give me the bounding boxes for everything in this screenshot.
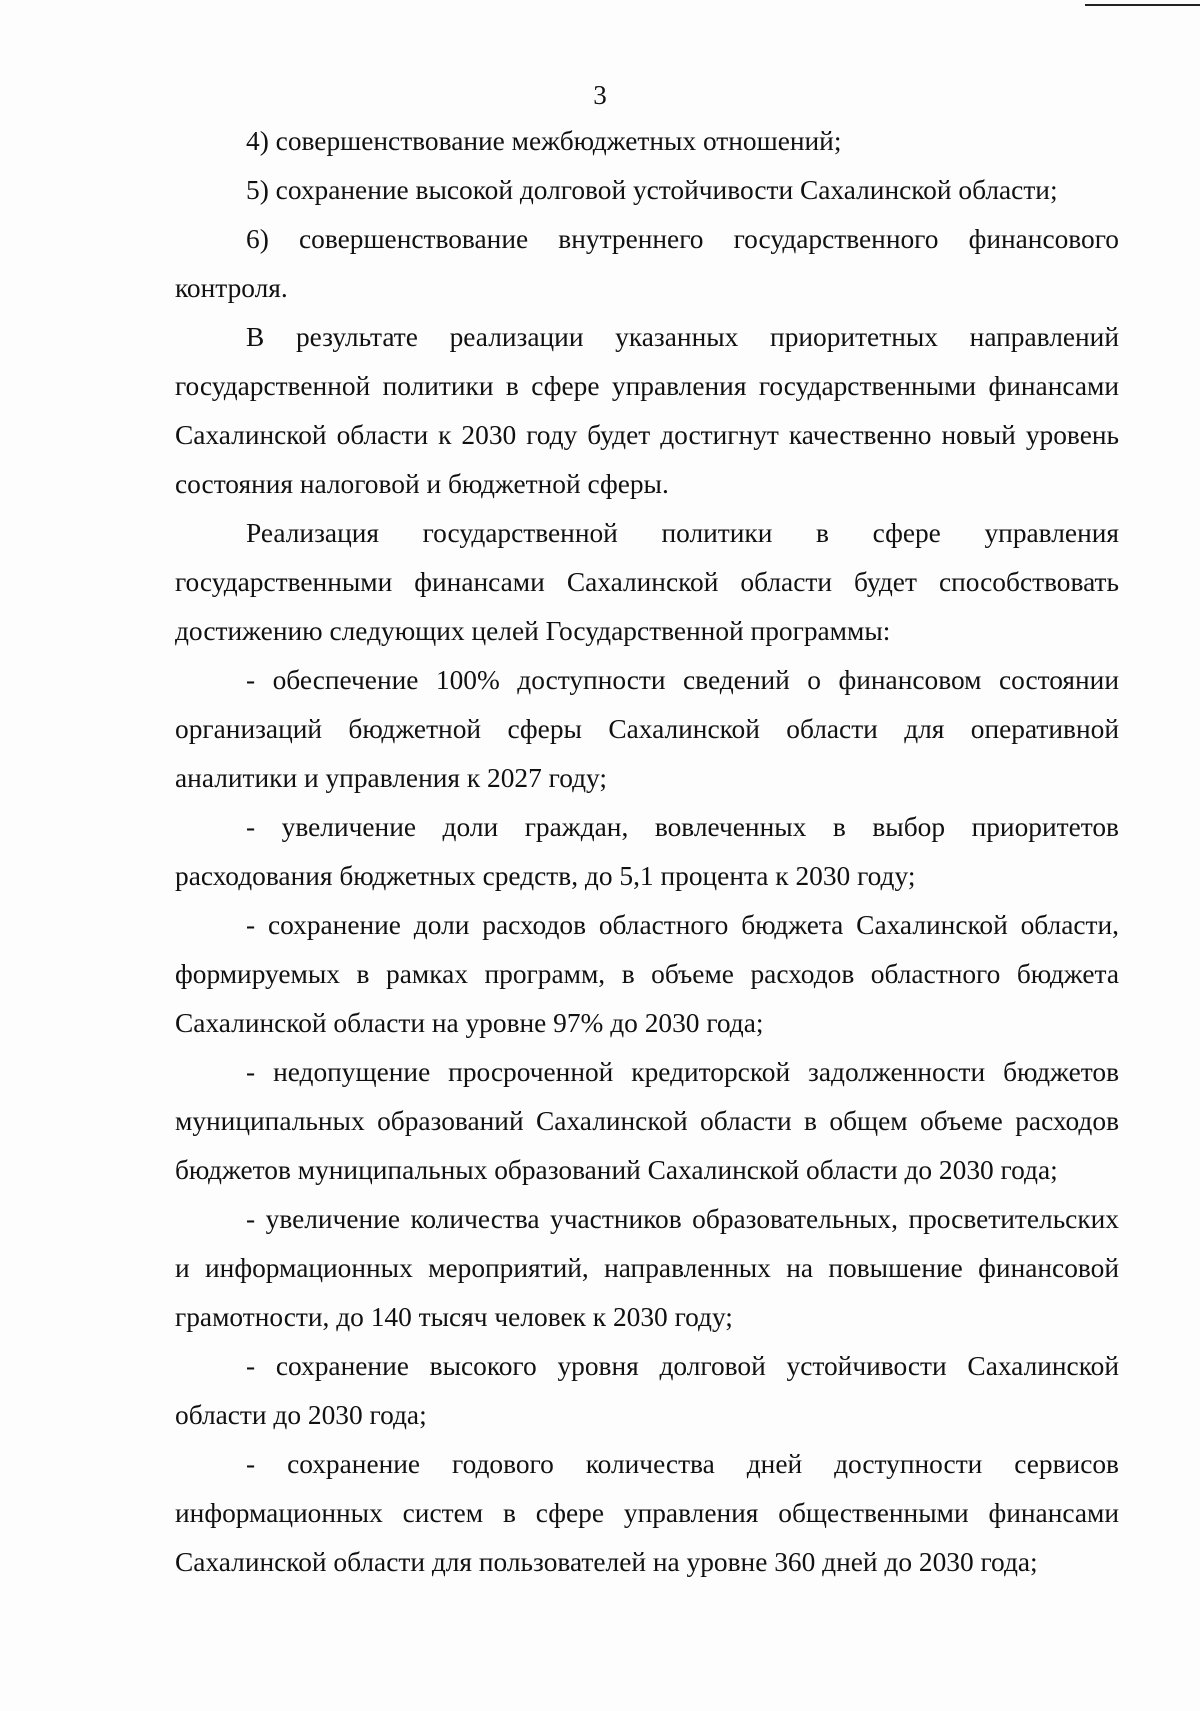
goal-item-financial-info-access: - обеспечение 100% доступности сведений о финансовом состоянии организаций бюджетной сферы Сахалинской области для оперативной аналитики и управления к 2027 году; xyxy=(175,665,1119,793)
paragraph-results: В результате реализации указанных приоритетных направлений государственной политики в сфере управления государственными финансами Сахалинской области к 2030 году будет достигнут качественно новый уровень состояния налоговой и бюджетной сферы. xyxy=(175,322,1119,499)
goal-item-system-availability: - сохранение годового количества дней доступности сервисов информационных систем в сфере управления общественными финансами Сахалинской области для пользователей на уровне 360 дней до 2030 года; xyxy=(175,1449,1119,1577)
goal-item-no-overdue-payables: - недопущение просроченной кредиторской задолженности бюджетов муниципальных образований Сахалинской области в общем объеме расходов бюджетов муниципальных образований Сахалинской области до 2030 года; xyxy=(175,1057,1119,1185)
top-edge-rule xyxy=(1085,4,1200,6)
list-item-5-debt-sustainability: 5) сохранение высокой долговой устойчивости Сахалинской области; xyxy=(246,175,1058,205)
list-item-6-financial-control: 6) совершенствование внутреннего государственного финансового контроля. xyxy=(175,224,1119,303)
goal-item-citizen-participation: - увеличение доли граждан, вовлеченных в выбор приоритетов расходования бюджетных средств, до 5,1 процента к 2030 году; xyxy=(175,812,1119,891)
list-item-4-interbudget-relations: 4) совершенствование межбюджетных отношений; xyxy=(246,126,842,156)
page-number: 3 xyxy=(593,80,607,110)
paragraph-goals-intro: Реализация государственной политики в сфере управления государственными финансами Сахалинской области будет способствовать достижению следующих целей Государственной программы: xyxy=(175,518,1119,646)
document-body xyxy=(175,117,1119,1587)
goal-item-financial-literacy: - увеличение количества участников образовательных, просветительских и информационных мероприятий, направленных на повышение финансовой грамотности, до 140 тысяч человек к 2030 году; xyxy=(175,1204,1119,1332)
goal-item-debt-sustainability: - сохранение высокого уровня долговой устойчивости Сахалинской области до 2030 года; xyxy=(175,1351,1119,1430)
goal-item-program-expenditure-share: - сохранение доли расходов областного бюджета Сахалинской области, формируемых в рамках программ, в объеме расходов областного бюджета Сахалинской области на уровне 97% до 2030 года; xyxy=(175,910,1119,1038)
